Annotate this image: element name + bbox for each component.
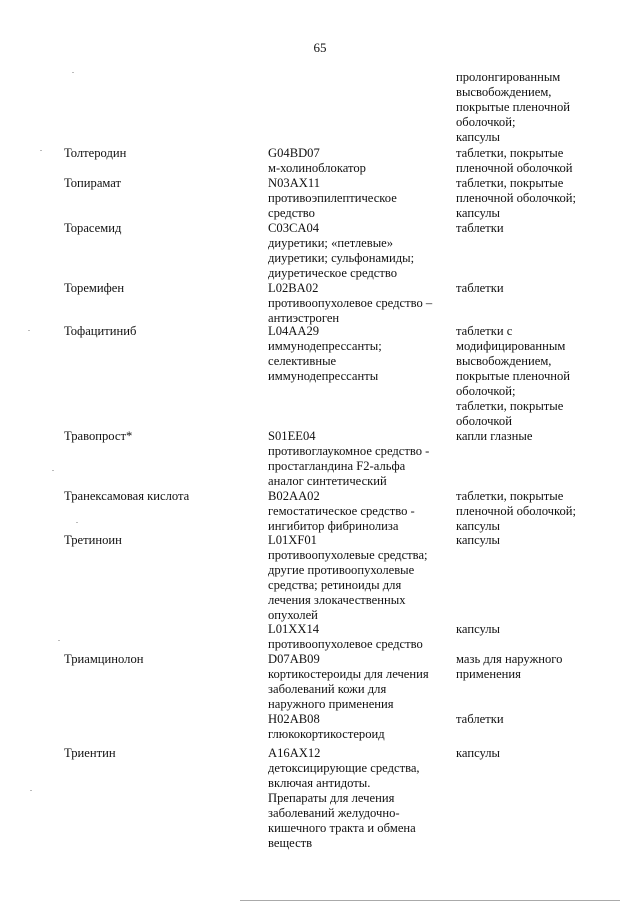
pharmacological-group: кортикостероиды для лечения <box>268 667 429 681</box>
pharmacological-group: лечения злокачественных <box>268 593 406 607</box>
pharmacological-group: заболеваний кожи для <box>268 682 387 696</box>
pharmacological-group: диуретики; «петлевые» <box>268 236 394 250</box>
dosage-form: применения <box>456 667 521 681</box>
pharmacological-group: аналог синтетический <box>268 474 387 488</box>
pharmacological-group: включая антидоты. <box>268 776 371 790</box>
pharmacological-group: опухолей <box>268 608 318 622</box>
atc-code: L04AA29 <box>268 324 320 338</box>
dosage-form: таблетки, покрытые <box>456 146 564 160</box>
dosage-form: мазь для наружного <box>456 652 563 666</box>
dosage-form: таблетки <box>456 712 504 726</box>
drug-name: Триамцинолон <box>64 652 144 666</box>
pharmacological-group: другие противоопухолевые <box>268 563 415 577</box>
pharmacological-group: диуретики; сульфонамиды; <box>268 251 415 265</box>
drug-name: Третиноин <box>64 533 122 547</box>
pharmacological-group: м-холиноблокатор <box>268 161 366 175</box>
pharmacological-group: средства; ретиноиды для <box>268 578 402 592</box>
atc-code: G04BD07 <box>268 146 320 160</box>
pharmacological-group: противоопухолевые средства; <box>268 548 428 562</box>
dosage-form: капсулы <box>456 746 501 760</box>
pharmacological-group: глюкокортикостероид <box>268 727 385 741</box>
atc-code: C03CA04 <box>268 221 320 235</box>
page-number: 65 <box>313 40 327 55</box>
dosage-form: таблетки, покрытые <box>456 489 564 503</box>
pharmacological-group: Препараты для лечения <box>268 791 395 805</box>
pharmacological-group: противоопухолевое средство <box>268 637 423 651</box>
pharmacological-group: ингибитор фибринолиза <box>268 519 399 533</box>
page-bottom-rule <box>240 900 620 901</box>
atc-code: L02BA02 <box>268 281 319 295</box>
pharmacological-group: веществ <box>268 836 313 850</box>
pharmacological-group: антиэстроген <box>268 311 340 325</box>
pharmacological-group: иммунодепрессанты; <box>268 339 382 353</box>
dosage-form: капли глазные <box>456 429 533 443</box>
dosage-form: таблетки с <box>456 324 513 338</box>
drug-name: Торемифен <box>64 281 125 295</box>
pharmacological-group: противоглаукомное средство - <box>268 444 430 458</box>
dosage-form: высвобождением, <box>456 85 552 99</box>
pharmacological-group: наружного применения <box>268 697 394 711</box>
pharmacological-group: противоэпилептическое <box>268 191 397 205</box>
pharmacological-group: заболеваний желудочно- <box>268 806 400 820</box>
atc-code: L01XF01 <box>268 533 317 547</box>
pharmacological-group: простагландина F2-альфа <box>268 459 406 473</box>
scan-edge-marks <box>0 0 60 905</box>
pharmacological-group: кишечного тракта и обмена <box>268 821 416 835</box>
dosage-form: пленочной оболочкой; <box>456 504 577 518</box>
dosage-form: капсулы <box>456 533 501 547</box>
drug-name: Триентин <box>64 746 116 760</box>
pharmacological-group: средство <box>268 206 315 220</box>
pharmacological-group: противоопухолевое средство – <box>268 296 433 310</box>
dosage-form: покрытые пленочной <box>456 369 571 383</box>
atc-code: H02AB08 <box>268 712 320 726</box>
dosage-form: оболочкой; <box>456 115 516 129</box>
dosage-form: высвобождением, <box>456 354 552 368</box>
dosage-form: пролонгированным <box>456 70 561 84</box>
drug-name: Толтеродин <box>64 146 127 160</box>
atc-code: L01XX14 <box>268 622 320 636</box>
atc-code: N03AX11 <box>268 176 321 190</box>
atc-code: B02AA02 <box>268 489 320 503</box>
dosage-form: капсулы <box>456 130 501 144</box>
dosage-form: таблетки <box>456 281 504 295</box>
pharmacological-group: детоксицирующие средства, <box>268 761 420 775</box>
dosage-form: капсулы <box>456 519 501 533</box>
drug-name: Транексамовая кислота <box>64 489 190 503</box>
dosage-form: оболочкой <box>456 414 512 428</box>
atc-code: A16AX12 <box>268 746 321 760</box>
drug-name: Тофацитиниб <box>64 324 137 338</box>
dosage-form: пленочной оболочкой <box>456 161 573 175</box>
atc-code: D07AB09 <box>268 652 320 666</box>
pharmacological-group: селективные <box>268 354 337 368</box>
dosage-form: модифицированным <box>456 339 566 353</box>
dosage-form: таблетки <box>456 221 504 235</box>
dosage-form: капсулы <box>456 622 501 636</box>
drug-name: Топирамат <box>64 176 122 190</box>
dosage-form: оболочкой; <box>456 384 516 398</box>
dosage-form: покрытые пленочной <box>456 100 571 114</box>
dosage-form: таблетки, покрытые <box>456 176 564 190</box>
pharmacological-group: гемостатическое средство - <box>268 504 415 518</box>
pharmacological-group: диуретическое средство <box>268 266 398 280</box>
drug-name: Травопрост* <box>64 429 133 443</box>
atc-code: S01EE04 <box>268 429 316 443</box>
dosage-form: пленочной оболочкой; <box>456 191 577 205</box>
dosage-form: капсулы <box>456 206 501 220</box>
pharmacological-group: иммунодепрессанты <box>268 369 379 383</box>
dosage-form: таблетки, покрытые <box>456 399 564 413</box>
drug-name: Торасемид <box>64 221 122 235</box>
